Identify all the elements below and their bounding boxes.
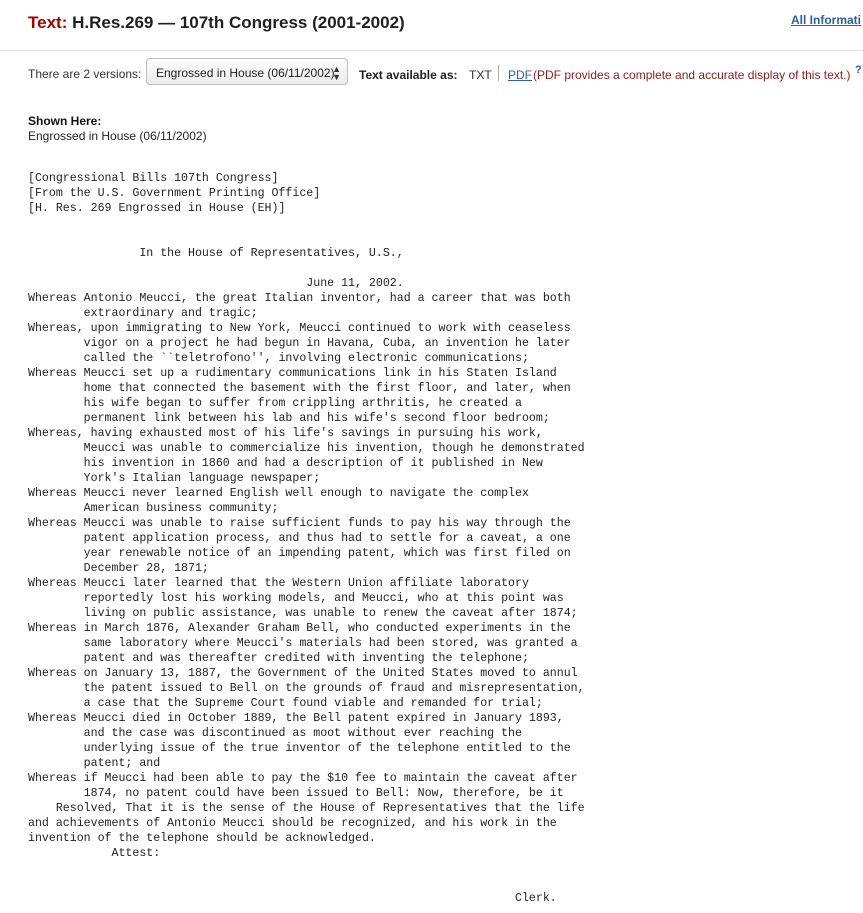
title-label: Text: (28, 13, 68, 32)
text-available-label: Text available as: (359, 68, 458, 82)
bill-title: H.Res.269 — 107th Congress (2001-2002) (72, 13, 405, 32)
pdf-link[interactable]: PDF (508, 68, 532, 82)
versions-label: There are 2 versions: (28, 67, 142, 81)
shown-here-heading: Shown Here: (28, 114, 102, 128)
bill-text-body: [Congressional Bills 107th Congress] [From the U.S. Government Printing Office] [H. Res. 269 Engrossed in House (EH)] In the House of Representatives, U.S., June 11, 2002. Whereas Antonio Meucci, the great Italian inventor, had a career that was both extraordinary and tragic; Whereas, upon immigrating to New York, Meucci continued to work with ceaseless vigor on a project he had begun in Havana, Cuba, an invention he later called the ``teletrofono'', involving electronic communications; Whereas Meucci set up a rudimentary communications link in his Staten Island home that connected the basement with the first floor, and later, when his wife began to suffer from crippling arthritis, he created a permanent link between his lab and his wife's second floor bedroom; Whereas, having exhausted most of his life's savings in pursuing his work, Meucci was unable to commercialize his invention, though he demonstrated his invention in 1860 and had a description of it published in New York's Italian language newspaper; Whereas Meucci never learned English well enough to navigate the complex American business community; Whereas Meucci was unable to raise sufficient funds to pay his way through the patent application process, and thus had to settle for a caveat, a one year renewable notice of an impending patent, which was first filed on December 28, 1871; Whereas Meucci later learned that the Western Union affiliate laboratory reportedly lost his working models, and Meucci, who at this point was living on public assistance, was unable to renew the caveat after 1874; Whereas in March 1876, Alexander Graham Bell, who conducted experiments in the same laboratory where Meucci's materials had been stored, was granted a patent and was thereafter credited with inventing the telephone; Whereas on January 13, 1887, the Government of the United States moved to annul the patent issued to Bell on the grounds of fraud and misrepresentation, a case that the Supreme Court found viable and remanded for trial; Whereas Meucci died in October 1889, the Bell patent expired in January 1893, and the case was discontinued as moot without ever reaching the underlying issue of the true inventor of the telephone entitled to the patent; and Whereas if Meucci had been able to pay the $10 fee to maintain the caveat after 1874, no patent could have been issued to Bell: Now, therefore, be it Resolved, That it is the sense of the House of Representatives that the life and achievements of Antonio Meucci should be recognized, and his work in the invention of the telephone should be acknowledged. Attest: Clerk. (28, 172, 585, 905)
pdf-note: (PDF provides a complete and accurate display of this text.) (533, 68, 851, 82)
page-title (28, 13, 405, 33)
page-header (0, 0, 863, 51)
version-select[interactable] (146, 58, 348, 85)
up-down-arrows-icon: ▲ ▼ (332, 64, 341, 82)
txt-format-option[interactable]: TXT (469, 68, 492, 82)
help-icon[interactable]: ? (855, 64, 862, 76)
format-separator (498, 65, 499, 81)
version-select-value: Engrossed in House (06/11/2002) (156, 66, 335, 80)
all-information-link[interactable]: All Informati (791, 13, 862, 27)
shown-version-label: Engrossed in House (06/11/2002) (28, 129, 207, 143)
